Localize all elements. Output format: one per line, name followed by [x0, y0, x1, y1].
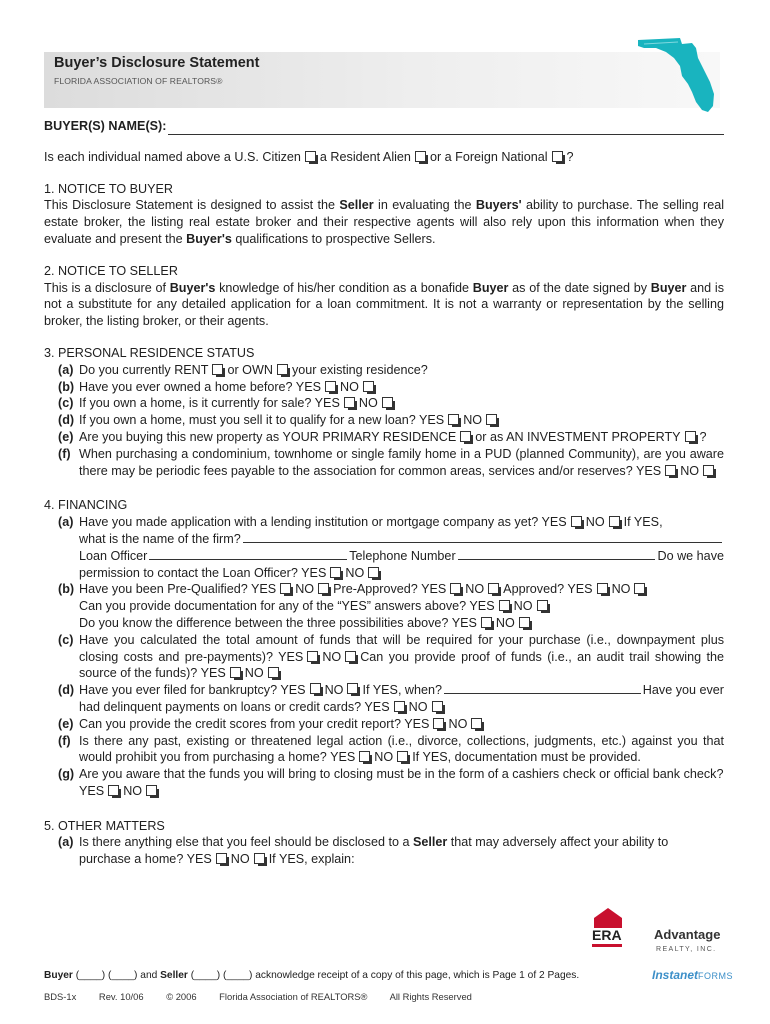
- owned-before-yes-checkbox[interactable]: [325, 381, 336, 392]
- footer-p1: (____) (____) and: [72, 970, 161, 981]
- s3-f-t1: When purchasing a condominium, townhome or single family home in a PUD (planned Community), are you aware there may be periodic fees payable to the association for common areas, services and/or reserves? YES: [79, 446, 724, 478]
- cashiers-check-no-checkbox[interactable]: [146, 785, 157, 796]
- s4-a-t9: NO: [345, 565, 365, 580]
- investment-property-checkbox[interactable]: [685, 431, 696, 442]
- s4-b-t1: Have you been Pre-Qualified? YES: [79, 582, 277, 597]
- section-2-heading: 2. NOTICE TO SELLER: [44, 263, 178, 278]
- footer-p2: (____) (____) acknowledge receipt of a copy of this page, which is Page 1 of 2 Pages.: [187, 970, 580, 981]
- s4-b-t7: Can you provide documentation for any of the “YES” answers above? YES: [79, 599, 495, 614]
- citizen-q-end: ?: [566, 149, 574, 164]
- s3-f-t2: NO: [680, 463, 700, 478]
- section-4-heading: 4. FINANCING: [44, 498, 128, 513]
- s5-a-label: (a): [58, 835, 74, 850]
- s4-item-a: [44, 514, 724, 581]
- section-1-text: [44, 197, 724, 247]
- s4-c-t1: Have you calculated the total amount of funds that will be required for your purchase (i.e., downpayment plus closing costs and pre-payments)? YES: [79, 632, 724, 664]
- applied-no-checkbox[interactable]: [609, 516, 620, 527]
- prequalified-no-checkbox[interactable]: [318, 583, 329, 594]
- s2-b1: Buyer's: [169, 280, 216, 295]
- s4-b-t3: Pre-Approved? YES: [333, 582, 447, 597]
- s1-t2: in evaluating the: [373, 198, 476, 213]
- footer-org: Florida Association of REALTORS®: [219, 991, 368, 1002]
- footer-acknowledgement: [44, 968, 579, 985]
- s3-d-t1: If you own a home, must you sell it to qualify for a new loan? YES: [79, 413, 445, 428]
- credit-scores-no-checkbox[interactable]: [471, 718, 482, 729]
- s4-b-t9: Do you know the difference between the three possibilities above? YES: [79, 615, 477, 630]
- s3-a-t2: or OWN: [227, 362, 273, 377]
- s2-b2: Buyer: [472, 280, 509, 295]
- era-underline: [592, 944, 622, 947]
- other-matters-yes-checkbox[interactable]: [216, 853, 227, 864]
- footer-buyer: Buyer: [44, 970, 73, 981]
- page-subtitle: FLORIDA ASSOCIATION OF REALTORS®: [54, 76, 223, 86]
- section-5-heading: 5. OTHER MATTERS: [44, 818, 165, 833]
- s4-b-t4: NO: [465, 582, 485, 597]
- s4-g-t1: Are you aware that the funds you will bring to closing must be in the form of a cashiers check or official bank check? YES: [79, 767, 724, 798]
- buyer-names-label: BUYER(S) NAME(S):: [44, 119, 167, 133]
- s3-c-t2: NO: [358, 396, 378, 411]
- s4-item-d: [44, 682, 724, 716]
- s1-t1: This Disclosure Statement is designed to assist the: [44, 198, 340, 213]
- proof-yes-checkbox[interactable]: [230, 667, 241, 678]
- s4-a-t1: Have you made application with a lending institution or mortgage company as yet? YES: [79, 515, 567, 530]
- calculated-yes-checkbox[interactable]: [307, 651, 318, 662]
- citizenship-question: [44, 149, 724, 166]
- era-mark-text: ERA: [592, 927, 622, 943]
- s5-item-a: [44, 834, 724, 868]
- s5-a-b1: Seller: [412, 835, 448, 850]
- s1-t3: ability to purchase. The selling real estate broker, the listing real estate broker and their respective agents will also rely upon this information when they evaluate and present the: [44, 198, 724, 246]
- era-advantage-text: Advantage: [654, 927, 721, 942]
- credit-scores-yes-checkbox[interactable]: [433, 718, 444, 729]
- s4-a-label: (a): [58, 515, 74, 530]
- footer-rights: All Rights Reserved: [389, 991, 472, 1002]
- s3-b-label: (b): [58, 379, 75, 394]
- applied-yes-checkbox[interactable]: [571, 516, 582, 527]
- page-title: Buyer’s Disclosure Statement: [54, 55, 260, 71]
- s2-b3: Buyer: [650, 280, 687, 295]
- s4-d-t5: had delinquent payments on loans or credit cards? YES: [79, 699, 390, 714]
- buyer-names-row: [44, 118, 724, 135]
- s3-d-t2: NO: [463, 413, 483, 428]
- s4-f-t1: Is there any past, existing or threatened legal action (i.e., divorce, collections, judgments, etc.) against you that would prohibit you from purchasing a home? YES: [79, 733, 724, 765]
- era-realty-text: REALTY, INC.: [656, 946, 717, 953]
- s4-c-t4: NO: [244, 666, 264, 681]
- approved-no-checkbox[interactable]: [634, 583, 645, 594]
- s3-e-t2: or as AN INVESTMENT PROPERTY: [475, 429, 681, 444]
- s4-a-t5: Loan Officer: [79, 548, 148, 563]
- s4-d-t1: Have you ever filed for bankruptcy? YES: [79, 683, 306, 698]
- s4-a-t6: Telephone Number: [349, 548, 456, 563]
- s3-item-f: [44, 446, 724, 480]
- bankruptcy-no-checkbox[interactable]: [347, 683, 358, 694]
- s4-e-t2: NO: [448, 716, 468, 731]
- s4-item-e: [44, 716, 724, 733]
- contact-yes-checkbox[interactable]: [330, 567, 341, 578]
- s4-c-t2: NO: [322, 649, 342, 664]
- loan-officer-field[interactable]: [149, 548, 347, 560]
- footer-meta: [44, 989, 492, 1006]
- resident-alien-text: a Resident Alien: [319, 149, 411, 164]
- s3-b-t1: Have you ever owned a home before? YES: [79, 379, 321, 394]
- must-sell-no-checkbox[interactable]: [486, 414, 497, 425]
- s3-a-t1: Do you currently RENT: [79, 362, 209, 377]
- s4-item-c: [44, 632, 724, 682]
- hoa-fees-no-checkbox[interactable]: [703, 465, 714, 476]
- citizen-checkbox[interactable]: [305, 151, 316, 162]
- bankruptcy-yes-checkbox[interactable]: [310, 683, 321, 694]
- proof-no-checkbox[interactable]: [268, 667, 279, 678]
- s4-d-t3: If YES, when?: [362, 683, 443, 698]
- instanet-logo: [652, 967, 733, 985]
- s5-a-t2: that may adversely affect your ability to purchase a home? YES: [79, 835, 669, 867]
- delinquent-yes-checkbox[interactable]: [394, 701, 405, 712]
- s4-b-t5: Approved? YES: [503, 582, 593, 597]
- s5-a-t3: NO: [230, 852, 250, 867]
- owned-before-no-checkbox[interactable]: [363, 381, 374, 392]
- s4-c-t3: Can you provide proof of funds (i.e., an audit trail showing the source of the funds)? YES: [79, 649, 724, 681]
- delinquent-no-checkbox[interactable]: [432, 701, 443, 712]
- documentation-yes-checkbox[interactable]: [499, 600, 510, 611]
- instanet-text: Instanet: [652, 968, 699, 982]
- instanet-forms-text: FORMS: [698, 971, 734, 981]
- rent-checkbox[interactable]: [212, 364, 223, 375]
- s3-a-label: (a): [58, 362, 74, 377]
- preapproved-yes-checkbox[interactable]: [450, 583, 461, 594]
- s4-b-label: (b): [58, 582, 75, 597]
- own-checkbox[interactable]: [277, 364, 288, 375]
- s5-a-t4: If YES, explain:: [268, 852, 355, 867]
- for-sale-yes-checkbox[interactable]: [344, 397, 355, 408]
- s3-d-label: (d): [58, 413, 75, 428]
- difference-no-checkbox[interactable]: [519, 617, 530, 628]
- s4-c-label: (c): [58, 632, 74, 647]
- s4-g-t2: NO: [123, 783, 143, 798]
- s4-b-t6: NO: [611, 582, 631, 597]
- s2-t3: as of the date signed by: [508, 280, 651, 295]
- s4-item-f: [44, 733, 724, 767]
- section-2-text: [44, 280, 724, 330]
- bankruptcy-when-field[interactable]: [444, 682, 641, 694]
- cashiers-check-yes-checkbox[interactable]: [108, 785, 119, 796]
- resident-alien-checkbox[interactable]: [415, 151, 426, 162]
- foreign-national-checkbox[interactable]: [552, 151, 563, 162]
- s3-c-t1: If you own a home, is it currently for sale? YES: [79, 396, 340, 411]
- s3-e-label: (e): [58, 429, 74, 444]
- s5-a-t1: Is there anything else that you feel should be disclosed to a: [79, 835, 413, 850]
- s1-t4: qualifications to prospective Sellers.: [231, 231, 436, 246]
- s2-t2: knowledge of his/her condition as a bonafide: [215, 280, 473, 295]
- s4-b-t2: NO: [295, 582, 315, 597]
- citizen-text: Is each individual named above a U.S. Citizen: [44, 149, 301, 164]
- s4-a-t7: Do we have: [657, 548, 724, 563]
- s3-a-t3: your existing residence?: [291, 362, 428, 377]
- s4-d-t6: NO: [408, 699, 428, 714]
- prequalified-yes-checkbox[interactable]: [280, 583, 291, 594]
- contact-no-checkbox[interactable]: [368, 567, 379, 578]
- telephone-field[interactable]: [458, 548, 656, 560]
- legal-action-yes-checkbox[interactable]: [359, 751, 370, 762]
- documentation-no-checkbox[interactable]: [537, 600, 548, 611]
- s4-a-t8: permission to contact the Loan Officer? YES: [79, 565, 327, 580]
- difference-yes-checkbox[interactable]: [481, 617, 492, 628]
- footer-rev: Rev. 10/06: [98, 991, 144, 1002]
- footer-copyright: © 2006: [166, 991, 197, 1002]
- s2-t1: This is a disclosure of: [44, 280, 170, 295]
- s3-item-c: [44, 395, 724, 412]
- s3-item-e: [44, 429, 724, 446]
- era-house-icon: [594, 908, 622, 928]
- s4-a-t2: NO: [585, 515, 605, 530]
- s4-d-t2: NO: [324, 683, 344, 698]
- s3-item-d: [44, 412, 724, 429]
- s4-f-t2: NO: [374, 750, 394, 765]
- section-1-heading: 1. NOTICE TO BUYER: [44, 181, 173, 196]
- s3-c-label: (c): [58, 396, 74, 411]
- s4-e-label: (e): [58, 716, 74, 731]
- s4-item-g: [44, 766, 724, 800]
- calculated-no-checkbox[interactable]: [345, 651, 356, 662]
- s4-d-label: (d): [58, 683, 75, 698]
- s3-e-t3: ?: [699, 429, 707, 444]
- s3-f-label: (f): [58, 446, 71, 461]
- s4-a-t4: what is the name of the firm?: [79, 531, 241, 546]
- approved-yes-checkbox[interactable]: [597, 583, 608, 594]
- section-3-heading: 3. PERSONAL RESIDENCE STATUS: [44, 345, 255, 360]
- s4-item-b: [44, 581, 724, 631]
- document-body: [44, 118, 724, 868]
- hoa-fees-yes-checkbox[interactable]: [665, 465, 676, 476]
- preapproved-no-checkbox[interactable]: [488, 583, 499, 594]
- s4-e-t1: Can you provide the credit scores from your credit report? YES: [79, 716, 430, 731]
- s4-a-t3: If YES,: [623, 515, 663, 530]
- s4-d-t4: Have you ever: [642, 683, 724, 698]
- s1-b2: Buyers': [475, 198, 522, 213]
- s4-b-t10: NO: [495, 615, 515, 630]
- s3-item-b: [44, 379, 724, 396]
- foreign-national-text: or a Foreign National: [429, 149, 548, 164]
- florida-map-icon: [636, 36, 718, 116]
- s3-e-t1: Are you buying this new property as YOUR PRIMARY RESIDENCE: [79, 429, 457, 444]
- s4-f-label: (f): [58, 733, 71, 748]
- s4-b-t8: NO: [513, 599, 533, 614]
- primary-residence-checkbox[interactable]: [460, 431, 471, 442]
- must-sell-yes-checkbox[interactable]: [448, 414, 459, 425]
- other-matters-no-checkbox[interactable]: [254, 853, 265, 864]
- s3-b-t2: NO: [340, 379, 359, 394]
- s2-t4: and is not a substitute for any detailed application for a loan commitment. It is not a warranty or representation by the selling broker, the listing broker, or their agents.: [44, 280, 725, 329]
- buyer-names-field[interactable]: [168, 122, 724, 135]
- s4-f-t3: If YES, documentation must be provided.: [412, 750, 641, 765]
- s1-b3: Buyer's: [186, 231, 232, 246]
- firm-name-field[interactable]: [243, 531, 722, 543]
- s3-item-a: [44, 362, 724, 379]
- footer-form-id: BDS-1x: [44, 991, 77, 1002]
- s4-g-label: (g): [58, 767, 75, 782]
- legal-action-no-checkbox[interactable]: [397, 751, 408, 762]
- footer-seller: Seller: [160, 970, 188, 981]
- s1-b1: Seller: [339, 198, 374, 213]
- for-sale-no-checkbox[interactable]: [382, 397, 393, 408]
